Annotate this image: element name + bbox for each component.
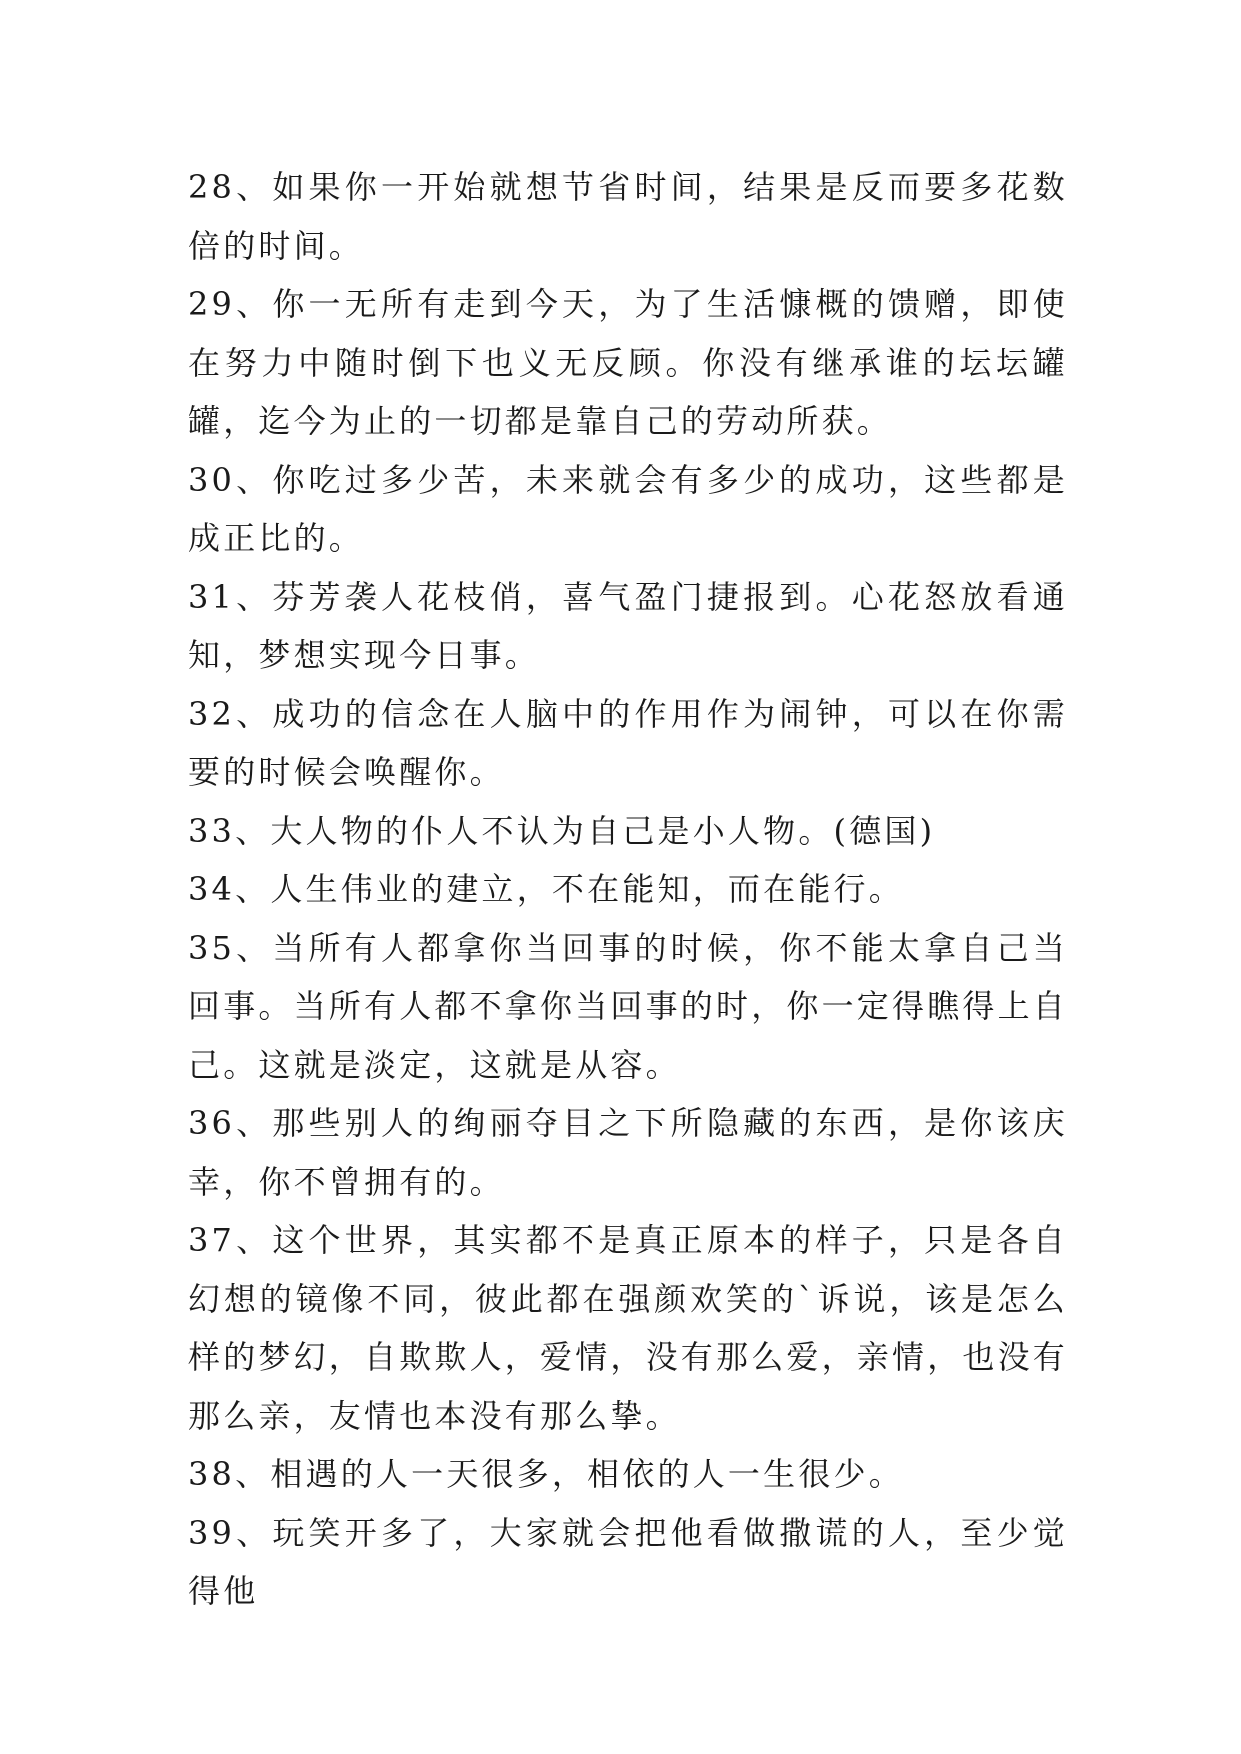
quote-paragraph-30: 30、你吃过多少苦，未来就会有多少的成功，这些都是成正比的。: [188, 460, 1068, 557]
quote-paragraph-34: 34、人生伟业的建立，不在能知，而在能行。: [188, 870, 904, 908]
quote-paragraph-36: 36、那些别人的绚丽夺目之下所隐藏的东西，是你该庆幸，你不曾拥有的。: [188, 1104, 1068, 1201]
quote-paragraph-29: 29、你一无所有走到今天，为了生活慷概的馈赠，即使在努力中随时倒下也义无反顾。你没有继承谁的坛坛罐罐，迄今为止的一切都是靠自己的劳动所获。: [188, 285, 1068, 440]
quote-paragraph-32: 32、成功的信念在人脑中的作用作为闹钟，可以在你需要的时候会唤醒你。: [188, 694, 1068, 791]
quote-paragraph-31: 31、芬芳袭人花枝俏，喜气盈门捷报到。心花怒放看通知，梦想实现今日事。: [188, 577, 1068, 674]
quote-paragraph-37: 37、这个世界，其实都不是真正原本的样子，只是各自幻想的镜像不同，彼此都在强颜欢笑的`诉说，该是怎么样的梦幻，自欺欺人，爱情，没有那么爱，亲情，也没有那么亲，友情也本没有那么挚。: [188, 1221, 1069, 1435]
quote-paragraph-38: 38、相遇的人一天很多，相依的人一生很少。: [188, 1455, 904, 1493]
document-body: [188, 158, 1068, 1621]
quote-paragraph-35: 35、当所有人都拿你当回事的时候，你不能太拿自己当回事。当所有人都不拿你当回事的时，你一定得瞧得上自己。这就是淡定，这就是从容。: [188, 928, 1069, 1084]
quote-paragraph-39: 39、玩笑开多了，大家就会把他看做撒谎的人，至少觉得他: [188, 1513, 1068, 1610]
quote-paragraph-33: 33、大人物的仆人不认为自己是小人物。(德国): [188, 811, 936, 850]
quote-paragraph-28: 28、如果你一开始就想节省时间，结果是反而要多花数倍的时间。: [188, 168, 1068, 265]
